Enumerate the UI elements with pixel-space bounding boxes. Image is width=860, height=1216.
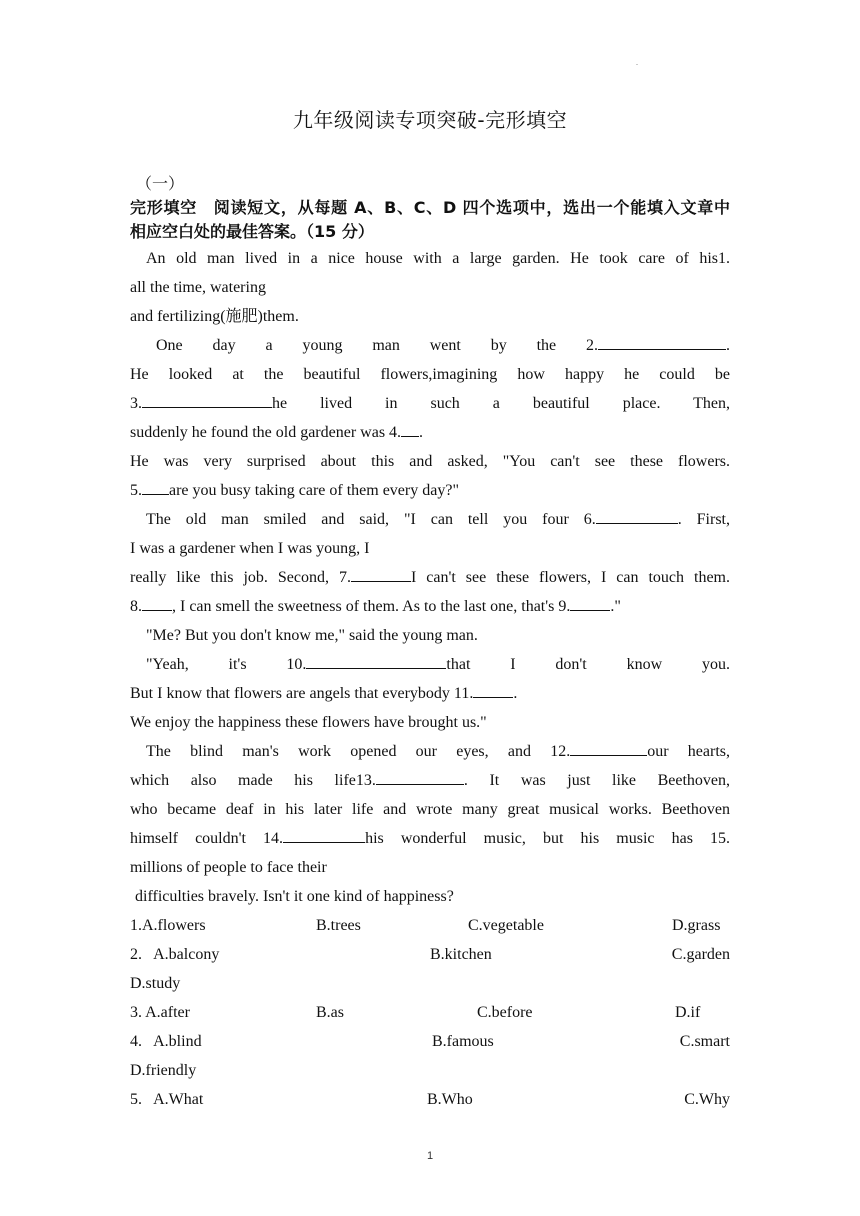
option: D.grass [672,917,721,934]
passage-line: difficulties bravely. Isn't it one kind of happiness? [135,888,454,905]
options-q4-cont [130,1056,730,1085]
option: B.Who [427,1091,473,1108]
section-label: （一） [136,174,185,193]
option: C.smart [679,1033,730,1050]
answer-blank [376,769,464,785]
options-q3 [130,998,730,1027]
page-title: 九年级阅读专项突破-完形填空 [292,108,568,132]
answer-blank [142,595,172,611]
instruction-line-1: 完形填空 阅读短文，从每题 A、B、C、D 四个选项中，选出一个能填入文章中 [130,198,730,217]
passage-line: One day a young man went by the 2. . [130,331,730,360]
passage-line: suddenly he found the old gardener was 4. . [130,418,730,447]
answer-blank [283,827,365,843]
answer-blank [142,479,169,495]
option: B.kitchen [430,946,492,963]
passage-line: which also made his life13. . It was just like Beethoven, [130,766,730,795]
passage-line: He was very surprised about this and asked, "You can't see these flowers. [130,453,730,470]
option: D.study [130,975,181,992]
answer-blank [401,421,419,437]
passage-line: and fertilizing(施肥)them. [130,308,299,325]
passage-line: himself couldn't 14. his wonderful music, but his music has 15. [130,824,730,853]
option: 2. A.balcony [130,946,220,963]
answer-blank [598,334,726,350]
page-number: 1 [426,1150,434,1162]
options-q2 [130,940,730,969]
passage-line: "Yeah, it's 10. that I don't know you. [130,650,730,679]
options-q4 [130,1027,730,1056]
passage-line: all the time, watering [130,279,266,296]
option: B.famous [432,1033,494,1050]
passage-line: 8. , I can smell the sweetness of them. As to the last one, that's 9. ." [130,592,730,621]
passage-line: The blind man's work opened our eyes, and 12. our hearts, [130,737,730,766]
passage-line: But I know that flowers are angels that everybody 11. . [130,679,730,708]
answer-blank [570,595,610,611]
option: 5. A.What [130,1091,204,1108]
passage-line: 5. are you busy taking care of them every day?" [130,476,730,505]
passage-line: 3. he lived in such a beautiful place. Then, [130,389,730,418]
passage-line: We enjoy the happiness these flowers have brought us." [130,714,487,731]
passage-line: The old man smiled and said, "I can tell you four 6. . First, [130,505,730,534]
answer-blank [596,508,678,524]
option: B.trees [316,917,361,934]
option: D.friendly [130,1062,197,1079]
options-q2-cont [130,969,730,998]
options-q5 [130,1085,730,1114]
passage-line: He looked at the beautiful flowers,imagining how happy he could be [130,366,730,383]
answer-blank [306,653,446,669]
option: C.garden [671,946,730,963]
option: 1.A.flowers [130,917,206,934]
answer-blank [142,392,272,408]
answer-blank [351,566,411,582]
option: C.vegetable [468,917,544,934]
passage-line: An old man lived in a nice house with a large garden. He took care of his1. [146,250,730,267]
passage-line: "Me? But you don't know me," said the young man. [146,627,478,644]
passage-line: who became deaf in his later life and wrote many great musical works. Beethoven [130,801,730,818]
option: C.before [477,1004,533,1021]
options-q1 [130,911,730,940]
option: 3. A.after [130,1004,190,1021]
passage-line: really like this job. Second, 7. I can't see these flowers, I can touch them. [130,563,730,592]
instruction-line-2: 相应空白处的最佳答案。（15 分） [130,222,374,241]
option: 4. A.blind [130,1033,202,1050]
document-body [130,172,730,1114]
option: C.Why [684,1091,730,1108]
answer-blank [473,682,513,698]
answer-blank [570,740,647,756]
header-mark: . [636,58,638,67]
option: B.as [316,1004,344,1021]
option: D.if [675,1004,701,1021]
passage-line: millions of people to face their [130,859,327,876]
passage-line: I was a gardener when I was young, I [130,540,370,557]
